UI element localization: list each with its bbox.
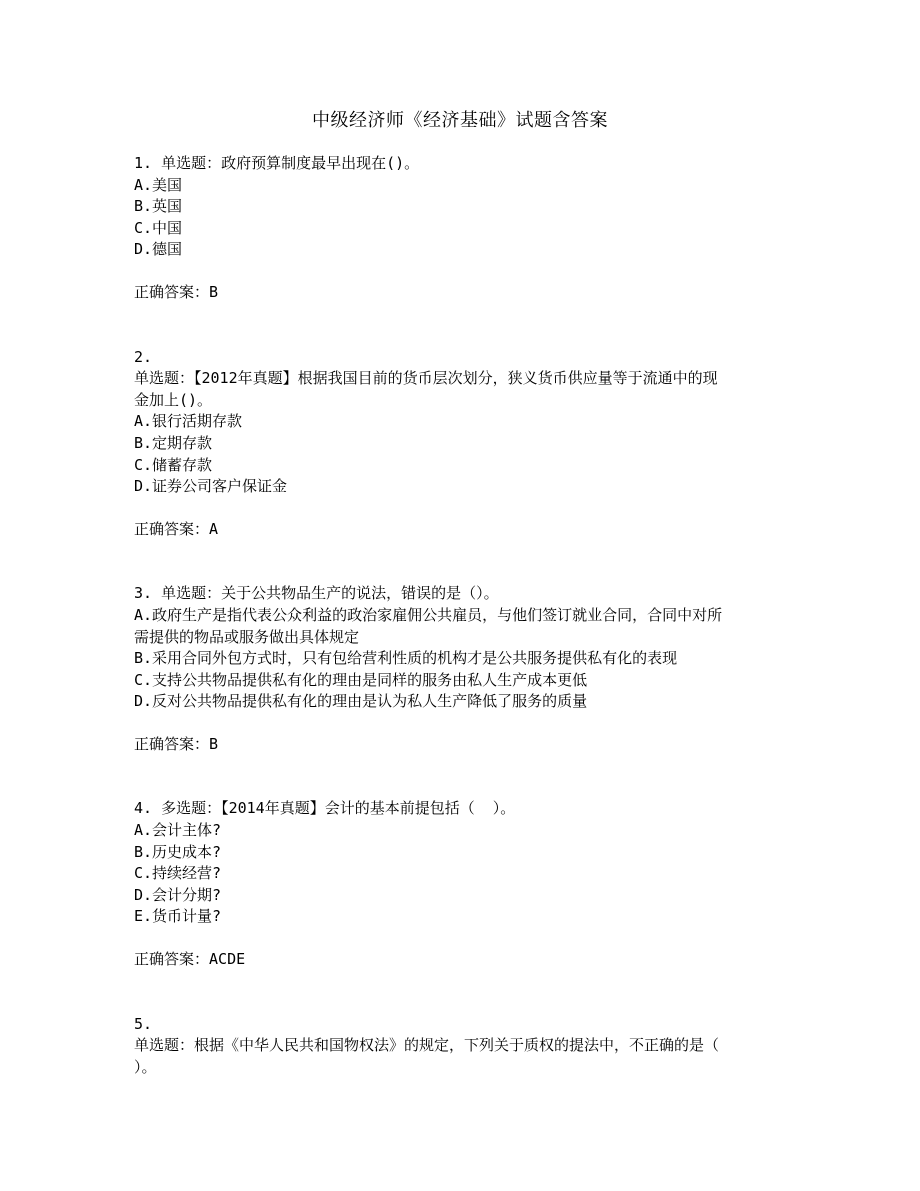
answer-label: 正确答案： xyxy=(134,519,210,538)
option-a: A.银行活期存款 xyxy=(134,412,243,431)
question-number: 5. xyxy=(134,1014,153,1033)
answer-label: 正确答案： xyxy=(134,282,210,301)
question-item xyxy=(134,1014,794,1079)
document-title: 中级经济师《经济基础》试题含答案 xyxy=(312,110,608,131)
question-item xyxy=(134,153,794,304)
question-stem-continued: 金加上()。 xyxy=(134,390,213,409)
answer-label: 正确答案： xyxy=(134,734,210,753)
question-stem: 单选题：根据《中华人民共和国物权法》的规定，下列关于质权的提法中，不正确的是（ xyxy=(134,1036,720,1055)
correct-answer xyxy=(134,734,794,756)
correct-answer xyxy=(134,949,794,971)
option-d: D.反对公共物品提供私有化的理由是认为私人生产降低了服务的质量 xyxy=(134,692,588,711)
question-list xyxy=(134,153,794,1078)
option-b: B.英国 xyxy=(134,197,183,216)
answer-value: A xyxy=(209,519,219,538)
option-d: D.证券公司客户保证金 xyxy=(134,477,288,496)
question-number: 2. xyxy=(134,347,153,366)
question-item xyxy=(134,798,794,970)
option-b: B.定期存款 xyxy=(134,433,213,452)
question-item xyxy=(134,583,794,755)
option-b: B.采用合同外包方式时，只有包给营利性质的机构才是公共服务提供私有化的表现 xyxy=(134,649,678,668)
answer-value: ACDE xyxy=(209,950,246,969)
option-a: A.美国 xyxy=(134,175,183,194)
spacer xyxy=(134,755,794,798)
option-a: A.政府生产是指代表公众利益的政治家雇佣公共雇员，与他们签订就业合同，合同中对所 xyxy=(134,605,723,624)
correct-answer xyxy=(134,282,794,304)
spacer xyxy=(134,540,794,583)
question-stem-continued: ）。 xyxy=(134,1057,157,1076)
answer-value: B xyxy=(209,734,219,753)
spacer xyxy=(134,304,794,347)
question-stem: 4. 多选题：【2014年真题】会计的基本前提包括（ ）。 xyxy=(134,799,516,818)
option-c: C.储蓄存款 xyxy=(134,455,213,474)
question-stem: 1. 单选题：政府预算制度最早出现在()。 xyxy=(134,154,420,172)
option-c: C.中国 xyxy=(134,218,183,237)
option-c: C.持续经营? xyxy=(134,864,222,883)
answer-value: B xyxy=(209,282,219,301)
option-c: C.支持公共物品提供私有化的理由是同样的服务由私人生产成本更低 xyxy=(134,670,588,689)
option-a: A.会计主体? xyxy=(134,821,222,840)
answer-label: 正确答案： xyxy=(134,950,210,969)
option-d: D.会计分期? xyxy=(134,885,222,904)
question-stem: 3. 单选题：关于公共物品生产的说法，错误的是（）。 xyxy=(134,584,499,603)
question-item xyxy=(134,347,794,541)
correct-answer xyxy=(134,519,794,541)
option-d: D.德国 xyxy=(134,240,183,259)
option-b: B.历史成本? xyxy=(134,842,222,861)
question-stem: 单选题：【2012年真题】根据我国目前的货币层次划分，狭义货币供应量等于流通中的现 xyxy=(134,369,718,388)
option-e: E.货币计量? xyxy=(134,907,222,926)
spacer xyxy=(134,971,794,1014)
option-a-continued: 需提供的物品或服务做出具体规定 xyxy=(134,627,360,646)
